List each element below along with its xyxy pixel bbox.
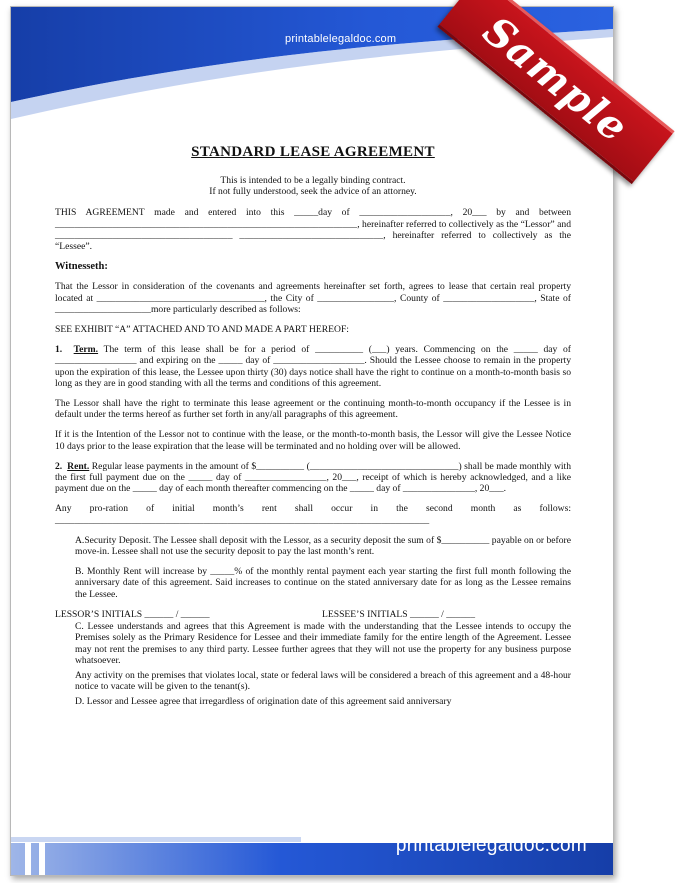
term-label: Term. (73, 344, 99, 356)
item-a-security-deposit: A.Security Deposit. The Lessee shall deposit with the Lessor, as a security deposit the sum of $__________ payable on or before move-in. Lessee shall not use the security deposit to pay the last month’s rent. (75, 534, 571, 558)
exhibit-line: SEE EXHIBIT “A” ATTACHED AND TO AND MADE A PART HEREOF: (55, 324, 349, 336)
term-paragraph-3: If it is the Intention of the Lessor not to continue with the lease, or the month-to-month basis, the Lessor will give the Lessee Notice 10 days prior to the lease expiration that the lease will be terminated and no holding over will be allowed. (55, 429, 571, 452)
lessor-initials: LESSOR’S INITIALS ______ / ______ (55, 608, 210, 620)
rent-label: Rent. (67, 460, 90, 472)
proration-paragraph: Any pro-ration of initial month’s rent shall occur in the second month as follows: ______________________________________________________________________________ (55, 503, 571, 526)
lease-document-body (55, 143, 571, 708)
witnesseth-heading: Witnesseth: (55, 261, 108, 273)
section-rent (55, 461, 571, 495)
site-url-footer: printablelegaldoc.com (395, 835, 587, 856)
item-c-occupancy: C. Lessee understands and agrees that this Agreement is made with the understanding that the Lessee intends to occupy the Premises solely as the Primary Residence for Lessee and their immediate family for the entire length of the Agreement. Lessee may not rent the premises to any third party. Lessee further agrees that they will not use the property for any business purpose whatsoever. (75, 621, 571, 666)
term-text: The term of this lease shall be for a period of __________ (___) years. Commencing on the _____ day of _________________ and expiring on the _____ day of ___________________. Should the Lessee choose to remain in the property upon the expiration of this lease, the Lessee upon thirty (30) days notice shall have the right to continue on a month-to-month basis so long as they are in good standing with all the terms and conditions of this agreement. (55, 344, 572, 389)
section-number: 1. (55, 344, 63, 356)
document-title: STANDARD LEASE AGREEMENT (191, 144, 435, 160)
item-c-illegal-activity: Any activity on the premises that violates local, state or federal laws will be considered a breach of this agreement and a 48-hour notice to vacate will be given to the tenant(s). (75, 669, 571, 693)
term-paragraph-2: The Lessor shall have the right to terminate this lease agreement or the continuing month-to-month occupancy if the Lessee is in default under the terms hereof as further set forth in any/all paragraphs of this agreement. (55, 398, 571, 421)
intro-line-2: If not fully understood, seek the advice of an attorney. (209, 186, 417, 198)
sample-stamp-text: Sample (474, 6, 638, 152)
recital-paragraph: That the Lessor in consideration of the covenants and agreements hereinafter set forth, agrees to lease that certain real property located at ___________________________________, the City of ________________, County of ___________________, State of ____________________more particularly described as follows: (55, 281, 571, 315)
item-d-anniversary: D. Lessor and Lessee agree that irregardless of origination date of this agreement said anniversary (75, 696, 452, 708)
rent-text: Regular lease payments in the amount of $__________ (_______________________________) shall be made monthly with the first full payment due on the _____ day of _________________, 20___, receipt of which is hereby acknowledged, and a like payment due on the _____ day of each month thereafter commencing on the _____ day of _______________, 20___. (55, 460, 572, 495)
parties-paragraph: THIS AGREEMENT made and entered into this _____day of ___________________, 20___ by and between _______________________________________________________________, hereinafter referred to collectively as the “Lessor” and _____________________________________ ______________________________, hereinafter referred to collectively as the “Lessee”. (55, 207, 571, 253)
item-b-rent-increase: B. Monthly Rent will increase by _____% of the monthly rental payment each year starting the first full month following the anniversary date of this agreement. Said increases to continue on the stated anniversary date for as long as the Lessee remains the Lessee. (75, 566, 571, 600)
lessee-initials: LESSEE’S INITIALS ______ / ______ (322, 608, 475, 620)
section-number: 2. (55, 460, 63, 472)
site-url-header: printablelegaldoc.com (285, 33, 397, 45)
intro-line-1: This is intended to be a legally binding contract. (220, 175, 406, 186)
initials-row (55, 609, 475, 620)
section-term (55, 344, 571, 389)
document-page (10, 6, 638, 876)
